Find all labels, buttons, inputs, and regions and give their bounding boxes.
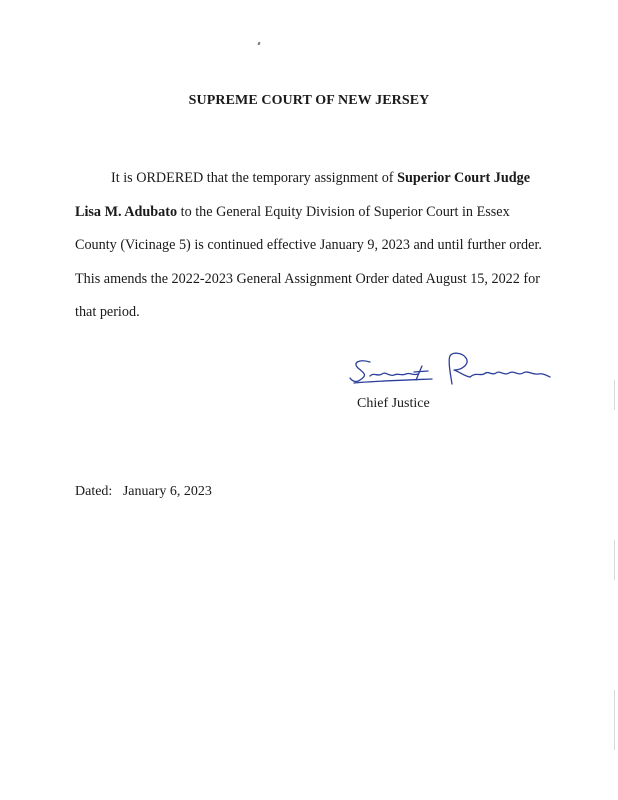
court-heading: SUPREME COURT OF NEW JERSEY — [188, 93, 430, 108]
order-paragraph — [75, 162, 545, 330]
signer-title: Chief Justice — [357, 396, 430, 411]
dated-label: Dated: — [75, 484, 113, 499]
judge-title: Superior Court Judge — [397, 170, 531, 186]
scan-edge-mark — [614, 690, 615, 750]
scan-speck — [258, 42, 261, 46]
dated-line — [75, 484, 212, 500]
scan-edge-mark — [614, 380, 615, 410]
signature-strokes — [350, 353, 550, 384]
order-intro: It is ORDERED that the temporary assignment of — [111, 170, 398, 186]
order-rest: to the General Equity Division of Superior Court in Essex County (Vicinage 5) is continued effective January 9, 2023 and until further order. This amends the 2022-2023 General Assignment Order dated August 15, 2022 for that period. — [75, 203, 542, 320]
scan-edge-mark — [614, 540, 615, 580]
dated-date: January 6, 2023 — [122, 484, 212, 499]
chief-justice-signature — [346, 350, 556, 396]
judge-name: Lisa M. Adubato — [75, 203, 178, 220]
